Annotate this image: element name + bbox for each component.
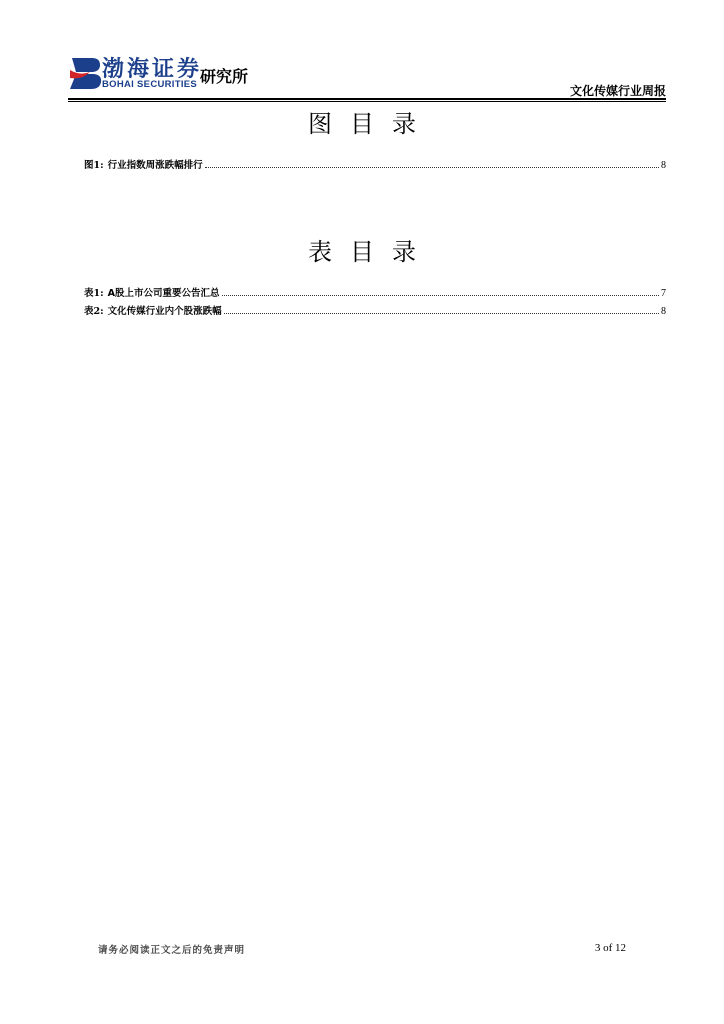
institute-name: 研究所	[200, 67, 249, 86]
toc-entry-prefix: 表	[84, 306, 94, 317]
header-divider-thin	[68, 101, 666, 102]
toc-entry[interactable]	[84, 285, 666, 303]
toc-entry-label: A股上市公司重要公告汇总	[107, 288, 220, 299]
toc-leader-dots	[222, 295, 660, 296]
toc-entry-page: 8	[661, 306, 666, 317]
toc-entry-number: 1:	[93, 160, 104, 171]
toc-leader-dots	[205, 167, 659, 168]
tables-toc-list	[84, 285, 666, 321]
toc-entry[interactable]	[84, 303, 666, 321]
toc-entry-number: 2:	[93, 306, 104, 317]
logo-chinese-name: 渤海证券	[102, 56, 203, 82]
toc-entry-prefix: 图	[84, 160, 94, 171]
disclaimer-notice: 请务必阅读正文之后的免责声明	[98, 945, 246, 956]
company-logo	[66, 52, 256, 94]
toc-entry[interactable]	[84, 157, 666, 175]
toc-entry-prefix: 表	[84, 288, 94, 299]
toc-entry-label: 文化传媒行业内个股涨跌幅	[107, 306, 222, 317]
toc-entry-label: 行业指数周涨跌幅排行	[107, 160, 203, 171]
page-indicator: 3 of 12	[594, 942, 626, 954]
bohai-logo-icon	[66, 54, 104, 92]
toc-leader-dots	[224, 313, 659, 314]
figures-toc-title: 图目录	[308, 110, 434, 138]
logo-english-name: BOHAI SECURITIES	[102, 79, 198, 90]
toc-entry-page: 8	[661, 160, 666, 171]
header-divider	[68, 98, 666, 100]
figures-toc-list	[84, 157, 666, 175]
toc-entry-number: 1:	[93, 288, 104, 299]
tables-toc-title: 表目录	[308, 238, 434, 266]
report-type: 文化传媒行业周报	[569, 84, 666, 98]
toc-entry-page: 7	[661, 288, 666, 299]
